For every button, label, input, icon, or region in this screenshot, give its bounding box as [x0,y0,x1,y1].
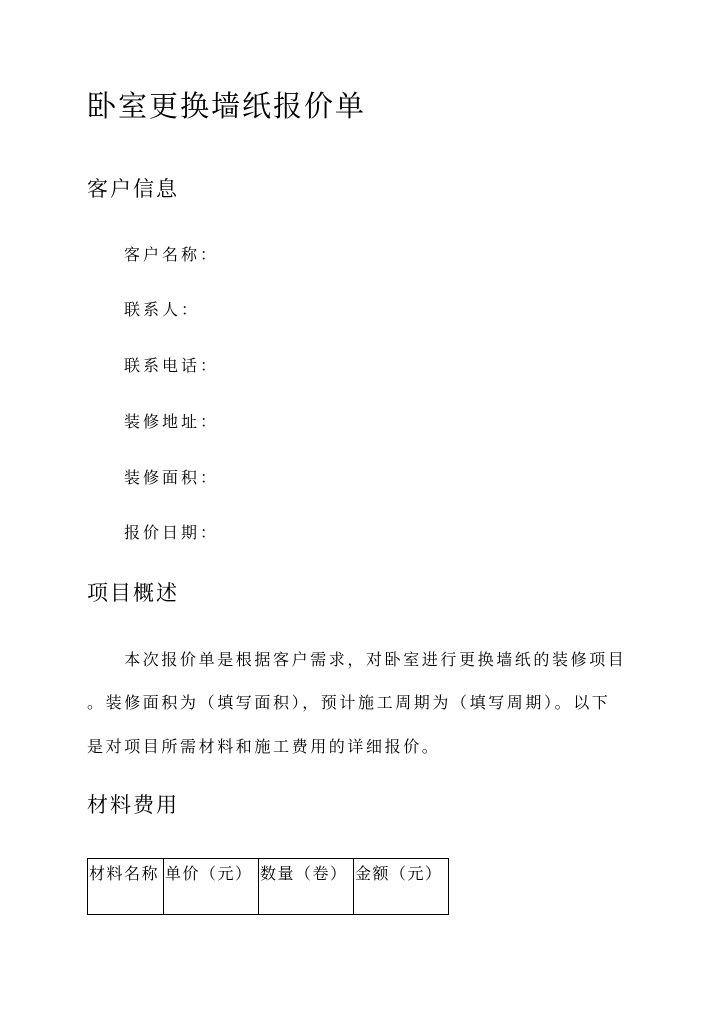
project-overview-heading: 项目概述 [87,581,179,605]
table-header-unit-price: 单价（元） [164,859,259,915]
overview-line-2: 。装修面积为（填写面积），预计施工周期为（填写周期）。以下 [87,693,611,712]
table-header-quantity: 数量（卷） [259,859,354,915]
field-customer-name: 客户名称： [124,245,220,264]
material-cost-heading: 材料费用 [87,793,179,817]
table-header-amount: 金额（元） [354,859,449,915]
overview-line-3: 是对项目所需材料和施工费用的详细报价。 [87,737,441,756]
document-title: 卧室更换墙纸报价单 [87,89,367,123]
material-cost-table [87,858,449,915]
field-quote-date: 报价日期： [124,523,220,542]
field-renovation-address: 装修地址： [124,412,220,431]
overview-line-1: 本次报价单是根据客户需求，对卧室进行更换墙纸的装修项目 [87,650,627,669]
customer-info-heading: 客户信息 [87,177,179,201]
field-contact-person: 联系人： [124,300,201,319]
table-header-material-name: 材料名称 [88,859,164,915]
table-header-row [88,859,449,915]
field-contact-phone: 联系电话： [124,356,220,375]
field-renovation-area: 装修面积： [124,468,220,487]
